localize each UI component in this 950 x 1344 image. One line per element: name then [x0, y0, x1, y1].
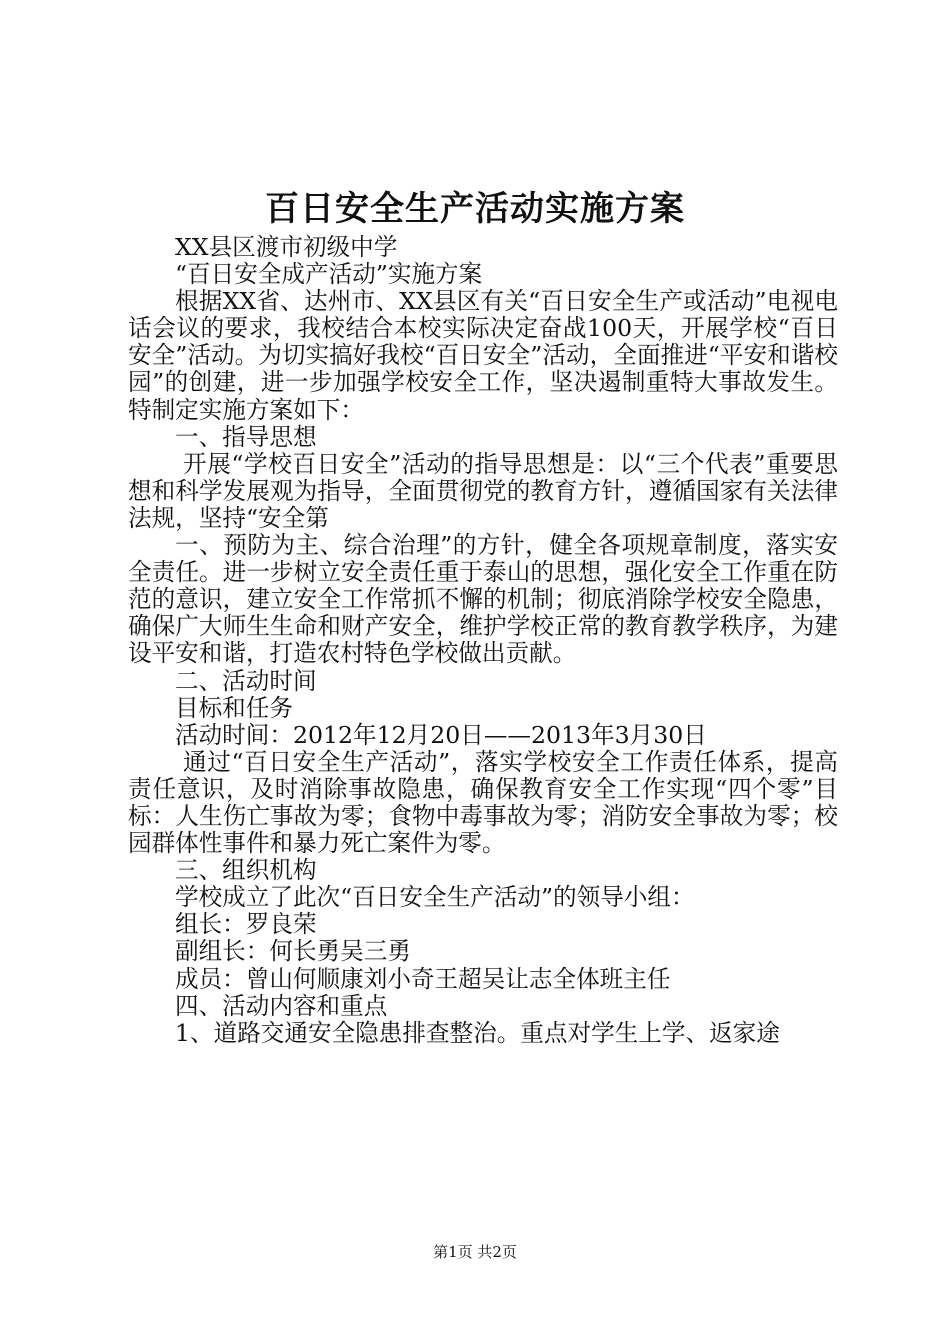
group-leader-line: 组长：罗良荣 [175, 910, 317, 939]
leadership-group-line: 学校成立了此次“百日安全生产活动”的领导小组： [175, 883, 695, 912]
section-heading-1: 一、指导思想 [175, 422, 317, 451]
item-1-line: 1、道路交通安全隐患排查整治。重点对学生上学、返家途 [175, 1018, 780, 1047]
guiding-thought-paragraph: 开展“学校百日安全”活动的指导思想是：以“三个代表”重要思想和科学发展观为指导，全面贯彻党的教育方针，遵循国家有关法律法规，坚持“安全第 [128, 449, 838, 532]
section-heading-4: 四、活动内容和重点 [175, 991, 388, 1020]
document-body [128, 234, 838, 1047]
intro-paragraph: 根据XX省、达州市、XX县区有关“百日安全生产或活动”电视电话会议的要求，我校结合本校实际决定奋战100天，开展学校“百日安全”活动。为切实搞好我校“百日安全”活动，全面推进“平安和谐校园”的创建，进一步加强学校安全工作，坚决遏制重特大事故发生。特制定实施方案如下： [128, 287, 838, 424]
goals-paragraph: 通过“百日安全生产活动”，落实学校安全工作责任体系，提高责任意识，及时消除事故隐患，确保教育安全工作实现“四个零”目标：人生伤亡事故为零；食物中毒事故为零；消防安全事故为零；校园群体性事件和暴力死亡案件为零。 [128, 747, 838, 858]
subtitle-line: “百日安全成产活动”实施方案 [175, 260, 483, 289]
page-footer: 第1页 共2页 [433, 1243, 517, 1261]
policy-paragraph: 一、预防为主、综合治理”的方针，健全各项规章制度，落实安全责任。进一步树立安全责任重于泰山的思想，强化安全工作重在防范的意识，建立安全工作常抓不懈的机制；彻底消除学校安全隐患，确保广大师生生命和财产安全，维护学校正常的教育教学秩序，为建设平安和谐，打造农村特色学校做出贡献。 [128, 531, 838, 668]
section-heading-2: 二、活动时间 [175, 666, 317, 695]
goals-heading: 目标和任务 [175, 693, 293, 722]
members-line: 成员：曾山何顺康刘小奇王超吴让志全体班主任 [175, 964, 671, 993]
activity-time-line: 活动时间：2012年12月20日——2013年3月30日 [175, 720, 707, 749]
deputy-leader-line: 副组长：何长勇吴三勇 [175, 937, 411, 966]
document-title: 百日安全生产活动实施方案 [265, 189, 685, 229]
section-heading-3: 三、组织机构 [175, 856, 317, 885]
school-name-line: XX县区渡市初级中学 [175, 233, 398, 261]
